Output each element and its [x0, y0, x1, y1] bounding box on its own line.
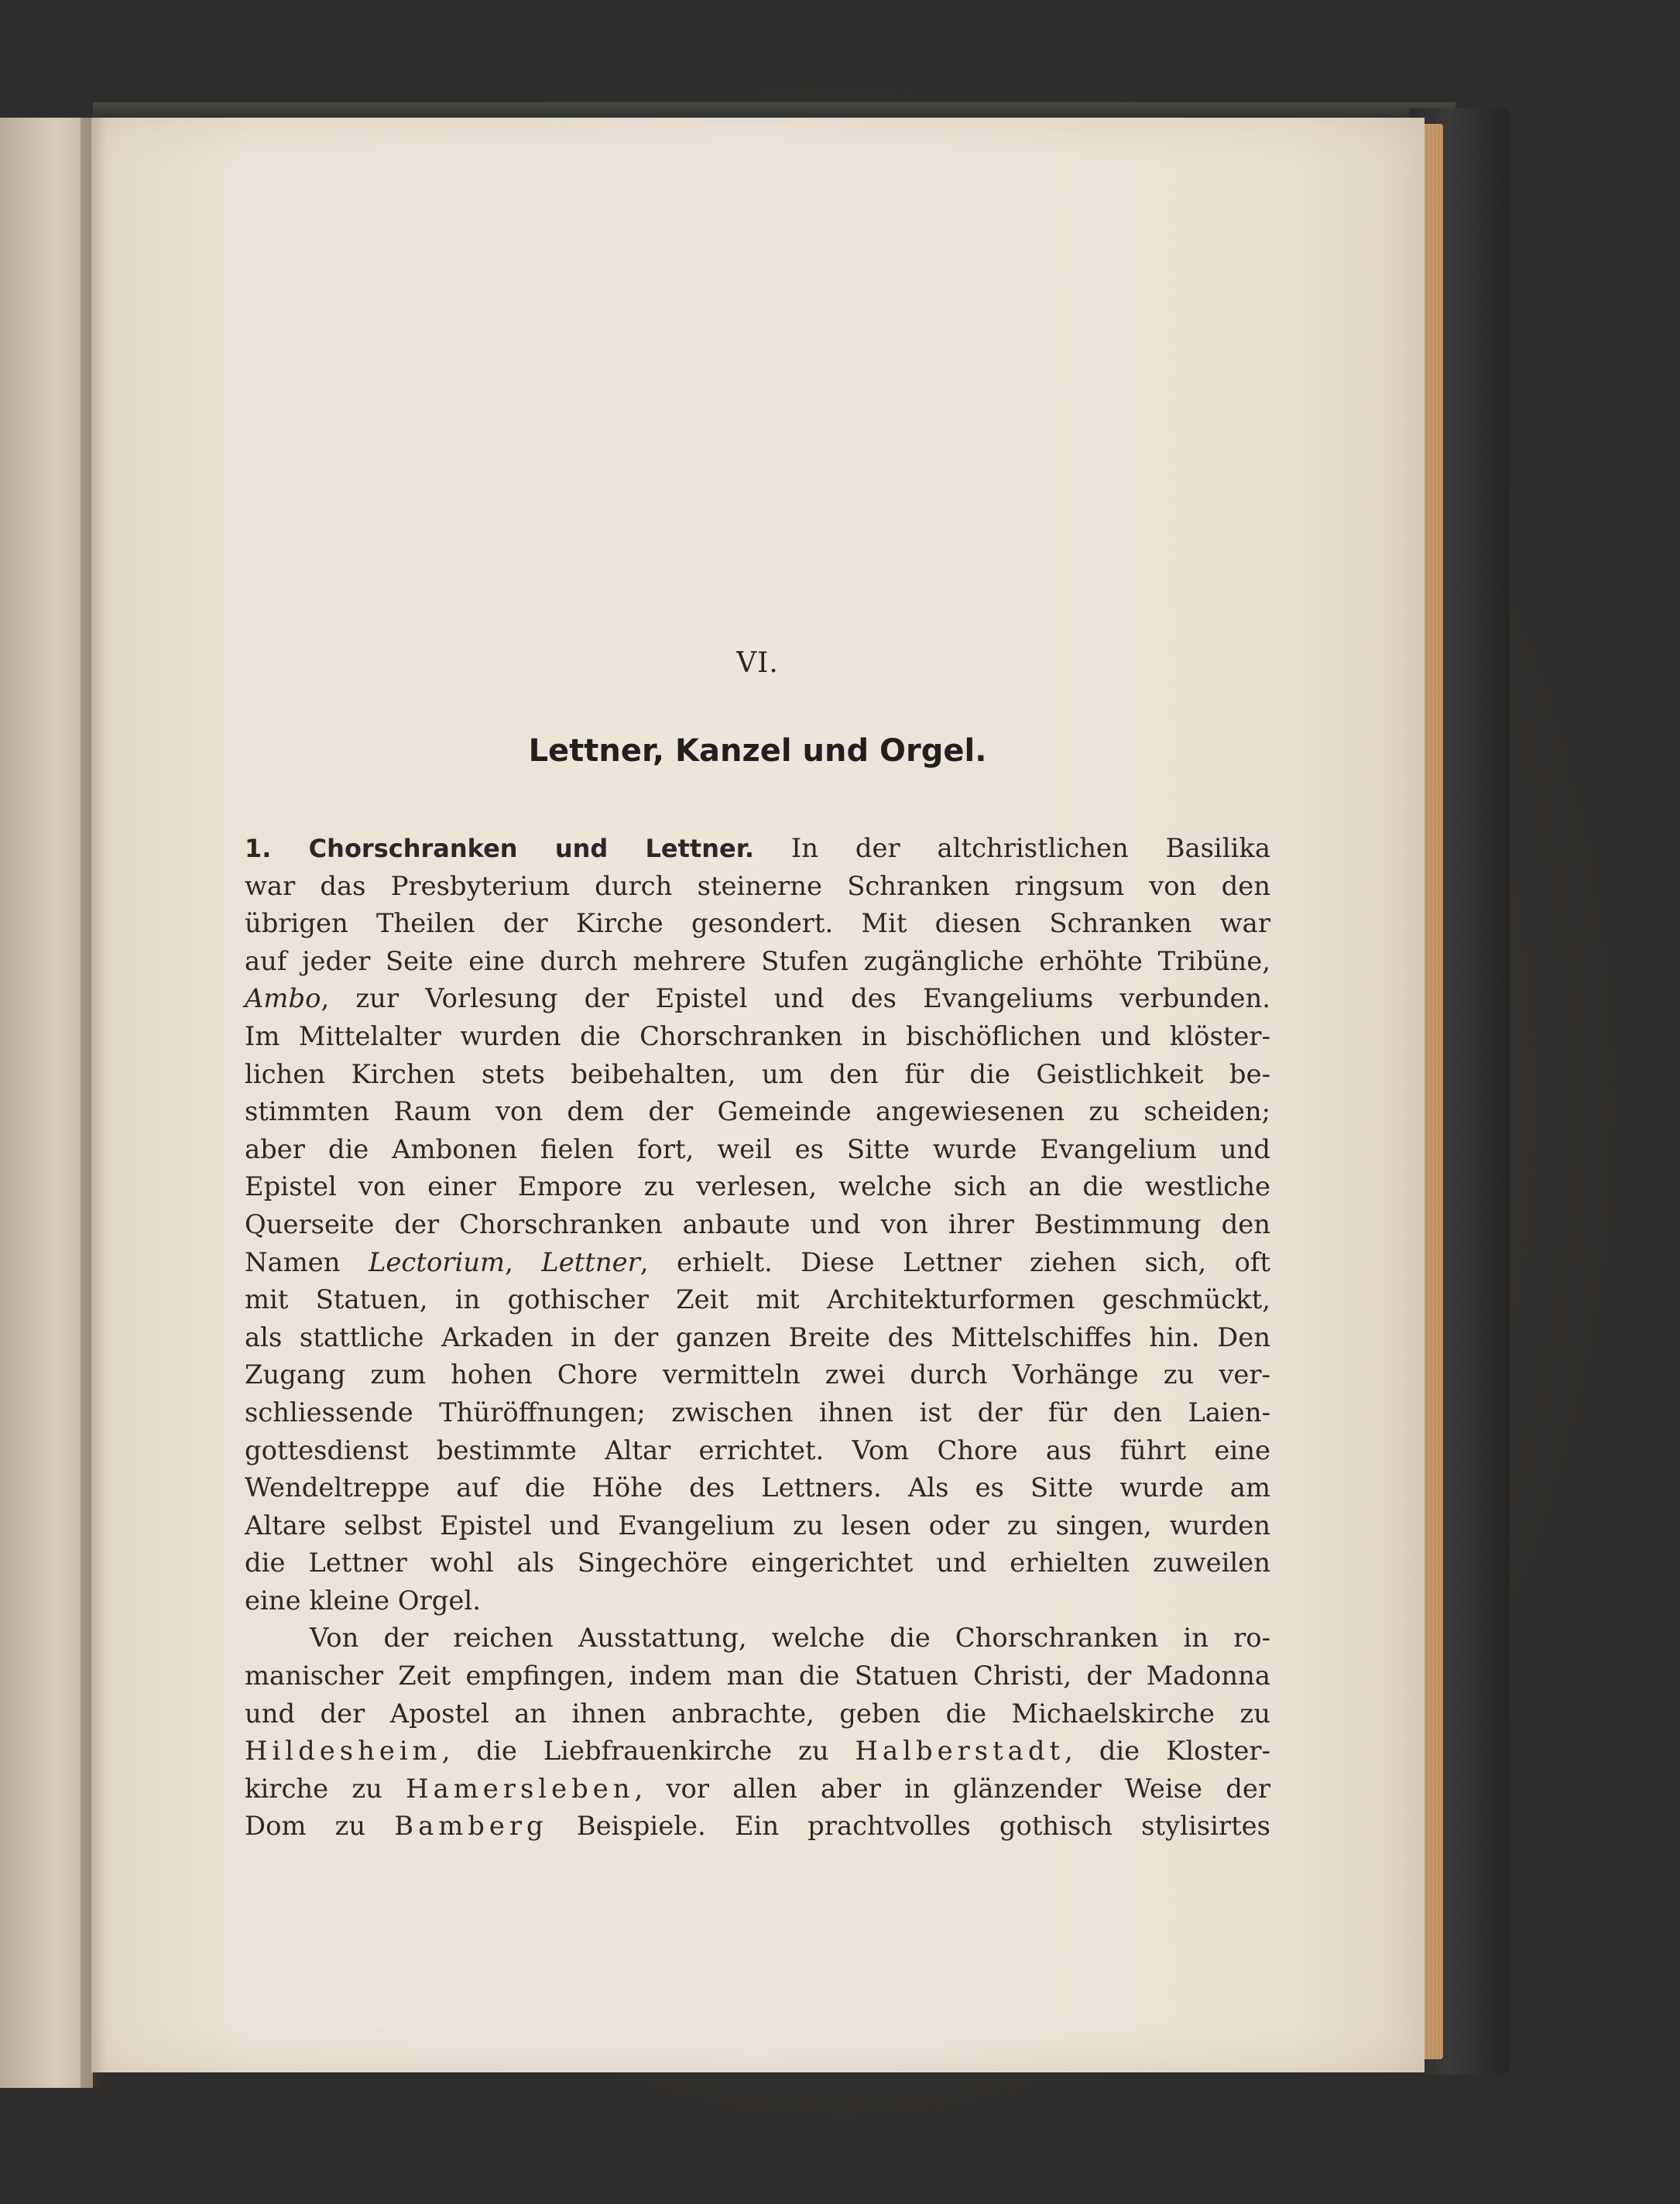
- place-name: Hildesheim: [245, 1736, 442, 1767]
- text-line: lichen Kirchen stets beibehalten, um den für die Geistlichkeit be-: [245, 1058, 1270, 1089]
- text-line: Von der reichen Ausstattung, welche die Chorschranken in ro-: [310, 1623, 1270, 1654]
- text-line: Querseite der Chorschranken anbaute und von ihrer Bestimmung den: [245, 1208, 1270, 1239]
- text-line: kirche zu Hamersleben, vor allen aber in glänzender Weise der: [245, 1773, 1270, 1804]
- text-line: eine kleine Orgel.: [245, 1585, 481, 1616]
- italic-term: Lettner: [541, 1246, 640, 1277]
- chapter-title: Lettner, Kanzel und Orgel.: [528, 733, 987, 769]
- text-line: gottesdienst bestimmte Altar errichtet. Vom Chore aus führt eine: [245, 1434, 1270, 1465]
- text-line: übrigen Theilen der Kirche gesondert. Mit diesen Schranken war: [245, 908, 1270, 939]
- text-line: war das Presbyterium durch steinerne Schranken ringsum von den: [245, 870, 1270, 901]
- italic-term: Ambo: [245, 983, 321, 1014]
- text-line: Epistel von einer Empore zu verlesen, welche sich an die westliche: [245, 1171, 1270, 1202]
- page-block-edges: [1423, 124, 1443, 2059]
- left-page-edge: [0, 118, 93, 2088]
- place-name: Halberstadt: [855, 1736, 1065, 1767]
- place-name: Bamberg: [394, 1811, 548, 1842]
- text-line: mit Statuen, in gothischer Zeit mit Architekturformen geschmückt,: [245, 1284, 1270, 1315]
- body-text: [245, 830, 1270, 1846]
- place-name: Hamersleben: [406, 1773, 635, 1804]
- text-line: Ambo, zur Vorlesung der Epistel und des Evangeliums verbunden.: [245, 983, 1270, 1014]
- text-line: Hildesheim, die Liebfrauenkirche zu Halberstadt, die Kloster-: [245, 1736, 1270, 1767]
- text-line: manischer Zeit empfingen, indem man die Statuen Christi, der Madonna: [245, 1661, 1270, 1692]
- text-line: Dom zu Bamberg Beispiele. Ein prachtvolles gothisch stylisirtes: [245, 1811, 1270, 1842]
- text-line: die Lettner wohl als Singechöre eingerichtet und erhielten zuweilen: [245, 1548, 1270, 1578]
- section-heading: 1. Chorschranken und Lettner.: [245, 834, 755, 863]
- text-line: Namen Lectorium, Lettner, erhielt. Diese Lettner ziehen sich, oft: [245, 1246, 1270, 1277]
- text-line: 1. Chorschranken und Lettner. In der altchristlichen Basilika: [245, 833, 1270, 863]
- page-gutter-shadow: [81, 118, 107, 2088]
- text-line: Wendeltreppe auf die Höhe des Lettners. Als es Sitte wurde am: [245, 1472, 1270, 1503]
- text-line: auf jeder Seite eine durch mehrere Stufen zugängliche erhöhte Tribüne,: [245, 945, 1270, 976]
- text-line: und der Apostel an ihnen anbrachte, geben die Michaelskirche zu: [245, 1698, 1270, 1729]
- chapter-number: VI.: [736, 647, 779, 679]
- book-page: [91, 118, 1425, 2072]
- text-line: als stattliche Arkaden in der ganzen Breite des Mittelschiffes hin. Den: [245, 1321, 1270, 1352]
- text-line: Im Mittelalter wurden die Chorschranken in bischöflichen und klöster-: [245, 1020, 1270, 1051]
- italic-term: Lectorium: [368, 1246, 506, 1277]
- text-line: aber die Ambonen fielen fort, weil es Sitte wurde Evangelium und: [245, 1133, 1270, 1164]
- text-line: Zugang zum hohen Chore vermitteln zwei durch Vorhänge zu ver-: [245, 1359, 1270, 1390]
- text-line: stimmten Raum von dem der Gemeinde angewiesenen zu scheiden;: [245, 1096, 1270, 1127]
- text-line: schliessende Thüröffnungen; zwischen ihnen ist der für den Laien-: [245, 1397, 1270, 1428]
- text-line: Altare selbst Epistel und Evangelium zu lesen oder zu singen, wurden: [245, 1510, 1270, 1541]
